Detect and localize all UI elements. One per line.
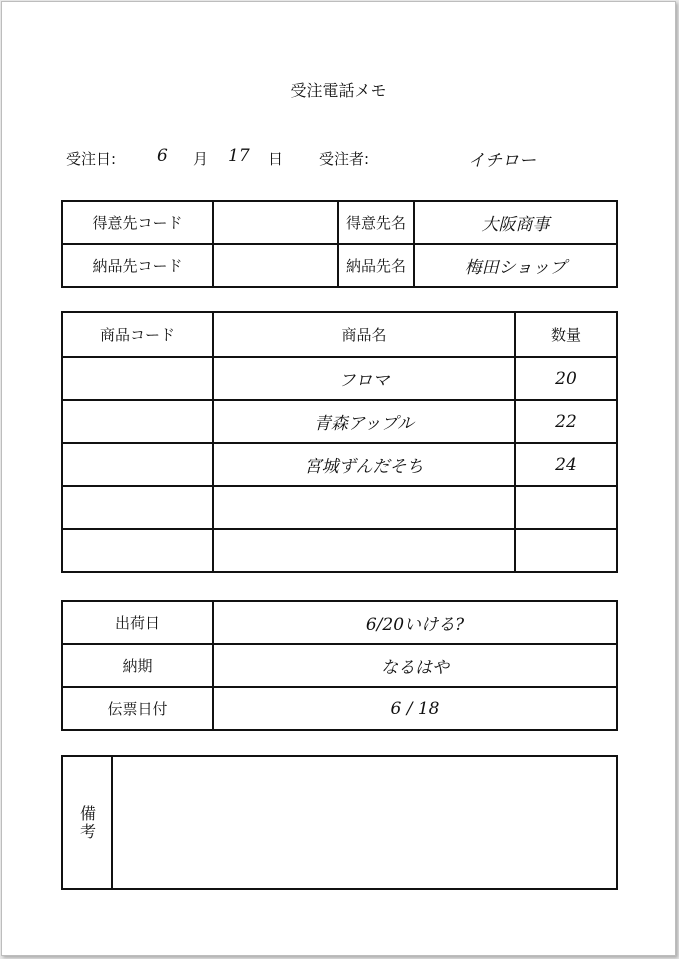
notes-value[interactable] <box>112 756 617 889</box>
memo-page <box>1 1 676 956</box>
due-row <box>62 644 617 687</box>
table-row <box>62 357 617 400</box>
ship-date-row <box>62 601 617 644</box>
quantity-cell[interactable] <box>515 486 617 529</box>
quantity-cell[interactable]: 24 <box>515 443 617 486</box>
items-table <box>61 311 618 573</box>
delivery-code-value[interactable] <box>213 244 338 287</box>
product-code-cell[interactable] <box>62 443 213 486</box>
ship-date-value[interactable]: 6/20いける? <box>213 601 617 644</box>
customer-name-label: 得意先名 <box>338 201 414 244</box>
delivery-table <box>61 600 618 731</box>
order-date-label: 受注日: <box>66 150 117 168</box>
product-name-cell[interactable]: 宮城ずんだそち <box>213 443 515 486</box>
customer-name-value[interactable]: 大阪商事 <box>414 201 617 244</box>
table-row <box>62 529 617 572</box>
product-name-cell[interactable] <box>213 529 515 572</box>
table-row <box>62 486 617 529</box>
notes-table <box>61 755 618 890</box>
product-code-cell[interactable] <box>62 486 213 529</box>
product-name-cell[interactable]: 青森アップル <box>213 400 515 443</box>
customer-table <box>61 200 618 288</box>
order-month-value[interactable]: 6 <box>157 146 168 166</box>
delivery-name-label: 納品先名 <box>338 244 414 287</box>
customer-code-label: 得意先コード <box>62 201 213 244</box>
slip-date-value[interactable]: 6 / 18 <box>213 687 617 730</box>
items-header-row <box>62 312 617 357</box>
ship-date-label: 出荷日 <box>62 601 213 644</box>
receiver-value[interactable]: イチロー <box>468 151 536 171</box>
quantity-cell[interactable]: 20 <box>515 357 617 400</box>
table-row <box>62 443 617 486</box>
delivery-destination-row <box>62 244 617 287</box>
order-day-unit: 日 <box>268 150 284 168</box>
notes-label-cell <box>62 756 112 889</box>
product-name-cell[interactable]: フロマ <box>213 357 515 400</box>
product-code-cell[interactable] <box>62 400 213 443</box>
slip-date-row <box>62 687 617 730</box>
header-product-name: 商品名 <box>213 312 515 357</box>
delivery-code-label: 納品先コード <box>62 244 213 287</box>
notes-label: 備考 <box>77 804 97 841</box>
quantity-cell[interactable] <box>515 529 617 572</box>
order-month-unit: 月 <box>193 150 209 168</box>
header-quantity: 数量 <box>515 312 617 357</box>
customer-row <box>62 201 617 244</box>
product-code-cell[interactable] <box>62 357 213 400</box>
order-day-value[interactable]: 17 <box>228 146 250 166</box>
customer-code-value[interactable] <box>213 201 338 244</box>
product-code-cell[interactable] <box>62 529 213 572</box>
due-value[interactable]: なるはや <box>213 644 617 687</box>
receiver-label: 受注者: <box>319 150 370 168</box>
due-label: 納期 <box>62 644 213 687</box>
quantity-cell[interactable]: 22 <box>515 400 617 443</box>
table-row <box>62 400 617 443</box>
notes-row <box>62 756 617 889</box>
product-name-cell[interactable] <box>213 486 515 529</box>
page-title: 受注電話メモ <box>290 81 387 100</box>
delivery-name-value[interactable]: 梅田ショップ <box>414 244 617 287</box>
slip-date-label: 伝票日付 <box>62 687 213 730</box>
header-product-code: 商品コード <box>62 312 213 357</box>
